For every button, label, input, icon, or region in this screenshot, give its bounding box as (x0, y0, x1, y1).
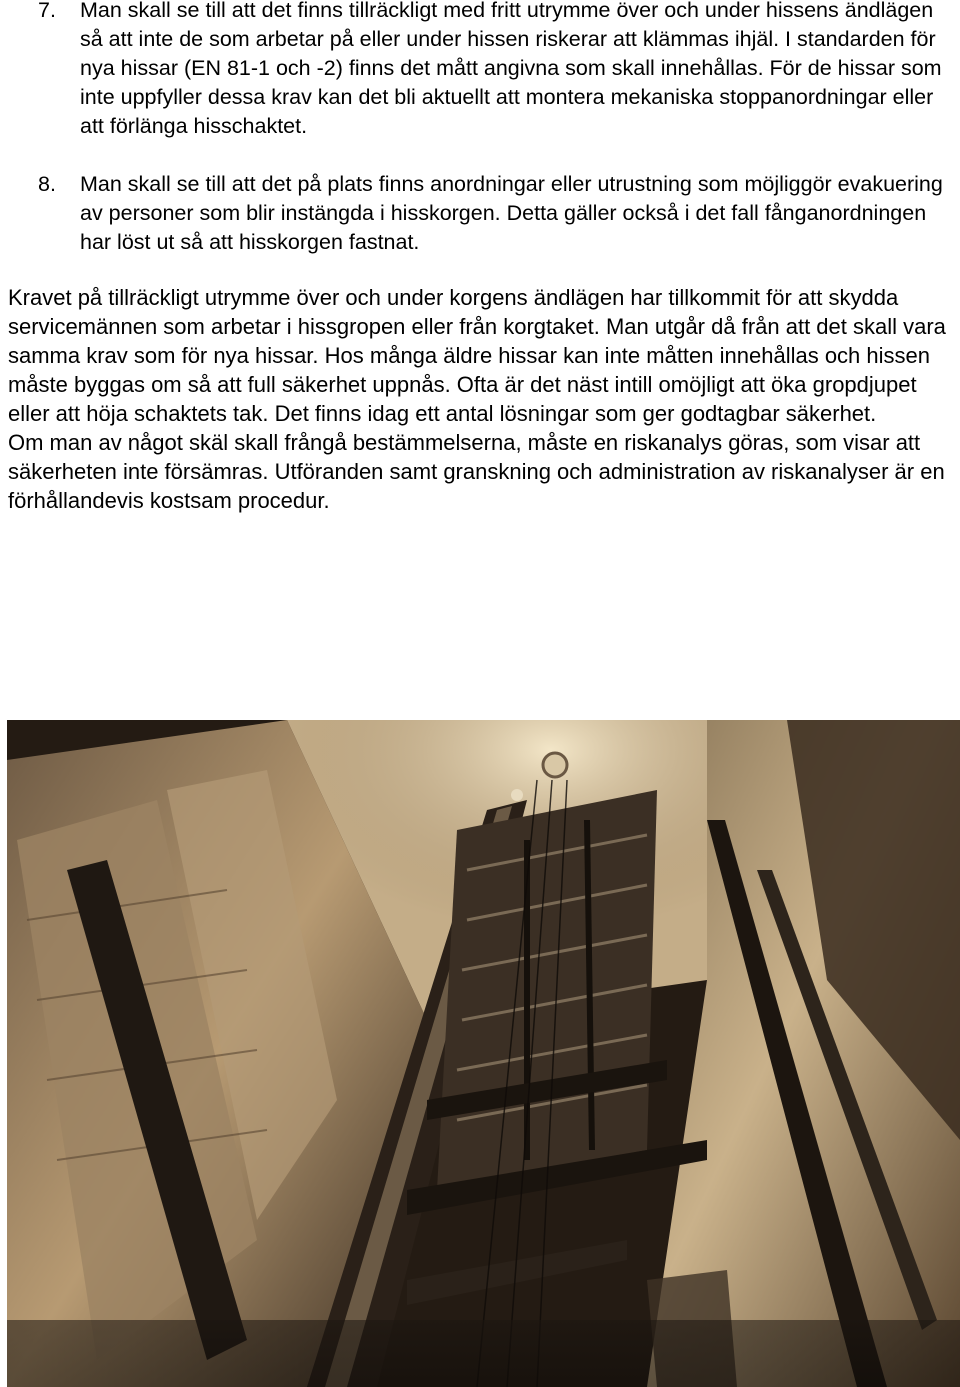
list-number: 7. (38, 0, 56, 22)
list-item-8 (8, 170, 952, 257)
list-item-text: Man skall se till att det på plats finns anordningar eller utrustning som möjliggör evakuering av personer som blir instängda i hisskorgen. Detta gäller också i det fall fånganordningen har löst ut så att hisskorgen fastnat. (80, 172, 943, 254)
paragraph: Om man av något skäl skall frångå bestämmelserna, måste en riskanalys göras, som visar att säkerheten inte försämras. Utföranden samt granskning och administration av riskanalyser är en förhållandevis kostsam procedur. (8, 430, 945, 513)
document-text (8, 0, 952, 515)
elevator-shaft-photo (7, 720, 960, 1387)
list-item-7 (8, 0, 952, 141)
list-item-text: Man skall se till att det finns tillräckligt med fritt utrymme över och under hissens ändlägen så att inte de som arbetar på eller under hissen riskerar att klämmas ihjäl. I standarden för nya hissar (EN 81-1 och -2) finns det mått angivna som skall innehållas. För de hissar som inte uppfyller dessa krav kan det bli aktuellt att montera mekaniska stoppanordningar eller att förlänga hisschaktet. (80, 0, 942, 138)
list-number: 8. (38, 172, 56, 196)
paragraph: Kravet på tillräckligt utrymme över och under korgens ändlägen har tillkommit för att skydda servicemännen som arbetar i hissgropen eller från korgtaket. Man utgår då från att det skall vara samma krav som för nya hissar. Hos många äldre hissar kan inte måtten innehållas och hissen måste byggas om så att full säkerhet uppnås. Ofta är det näst intill omöjligt att öka gropdjupet eller att höja schaktets tak. Det finns idag ett antal lösningar som ger godtagbar säkerhet. (8, 285, 946, 426)
